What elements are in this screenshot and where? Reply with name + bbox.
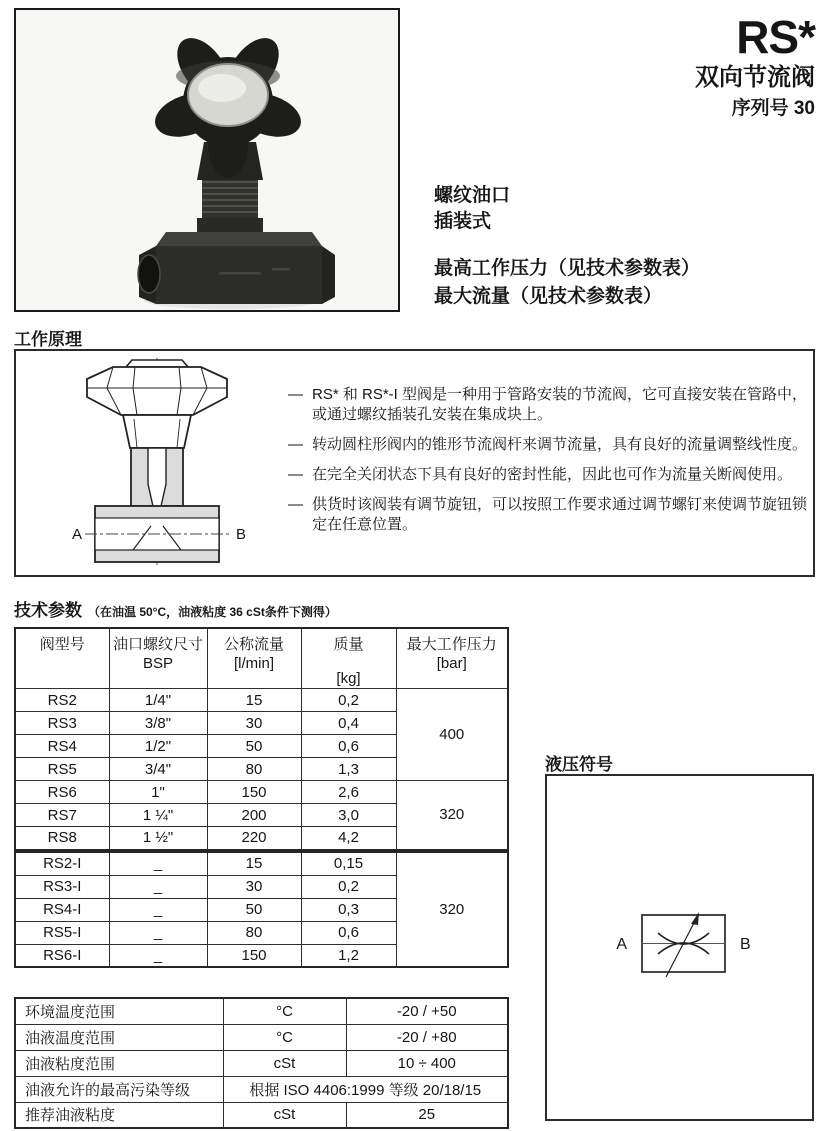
cell-flow: 50	[207, 898, 301, 921]
cell-mass: 3,0	[301, 804, 396, 827]
col-header-pressure: 最大工作压力 [bar]	[396, 628, 508, 689]
cell-bsp: _	[109, 898, 207, 921]
col-header-bsp: 油口螺纹尺寸 BSP	[109, 628, 207, 689]
cell-unit: cSt	[223, 1050, 346, 1076]
cell-bsp: _	[109, 944, 207, 967]
bullet-marker: —	[288, 436, 303, 453]
cell-condition-label: 推荐油液粘度	[15, 1102, 223, 1128]
cell-value: 10 ÷ 400	[346, 1050, 508, 1076]
bullet-text: 转动圆柱形阀内的锥形节流阀杆来调节流量，具有良好的流量调整线性度。	[312, 436, 808, 453]
cell-pressure-group: 320	[396, 852, 508, 967]
product-model-code: RS*	[736, 11, 815, 63]
symbol-port-a-label: A	[616, 936, 627, 953]
bullet-item	[288, 465, 810, 485]
table-row	[15, 852, 508, 875]
bullet-text: 供货时该阀装有调节旋钮，可以按照工作要求通过调节螺钉来使调节旋钮锁定在任意位置。	[312, 496, 808, 533]
col-header-flow: 公称流量 [l/min]	[207, 628, 301, 689]
cell-flow: 80	[207, 758, 301, 781]
col-header-mass: 质量 [kg]	[301, 628, 396, 689]
cell-condition-label: 环境温度范围	[15, 998, 223, 1024]
bullet-item	[288, 495, 810, 535]
cell-unit: °C	[223, 998, 346, 1024]
cell-bsp: 1/2"	[109, 735, 207, 758]
cell-pressure-group: 320	[396, 781, 508, 850]
cell-model: RS4	[15, 735, 109, 758]
cell-merged-value: 根据 ISO 4406:1999 等级 20/18/15	[223, 1076, 508, 1102]
cell-flow: 220	[207, 827, 301, 850]
working-principle-box	[14, 349, 815, 577]
cell-flow: 200	[207, 804, 301, 827]
cell-model: RS6-I	[15, 944, 109, 967]
cell-flow: 150	[207, 944, 301, 967]
cell-model: RS2	[15, 689, 109, 712]
table-row	[15, 781, 508, 804]
drawing-port-b-label: B	[236, 526, 247, 543]
cell-flow: 50	[207, 735, 301, 758]
cell-bsp: _	[109, 852, 207, 875]
cell-condition-label: 油液粘度范围	[15, 1050, 223, 1076]
cell-bsp: 3/4"	[109, 758, 207, 781]
cell-flow: 80	[207, 921, 301, 944]
cell-flow: 30	[207, 712, 301, 735]
cell-mass: 2,6	[301, 781, 396, 804]
cell-mass: 0,4	[301, 712, 396, 735]
tech-params-title-text: 技术参数	[14, 601, 82, 620]
cell-mass: 0,2	[301, 875, 396, 898]
cell-bsp: 1"	[109, 781, 207, 804]
header-row	[15, 628, 508, 689]
cell-mass: 1,2	[301, 944, 396, 967]
cell-flow: 30	[207, 875, 301, 898]
table-row	[15, 998, 508, 1024]
throttle-valve-symbol	[547, 776, 812, 1119]
cell-model: RS5-I	[15, 921, 109, 944]
spec-line: 最大流量（见技术参数表）	[434, 286, 663, 307]
cell-model: RS8	[15, 827, 109, 850]
cell-condition-label: 油液温度范围	[15, 1024, 223, 1050]
cell-bsp: 1 ½"	[109, 827, 207, 850]
cell-mass: 0,6	[301, 921, 396, 944]
series-number: 序列号 30	[731, 98, 815, 119]
cell-flow: 150	[207, 781, 301, 804]
cell-bsp: 1/4"	[109, 689, 207, 712]
cell-bsp: 1 ¼"	[109, 804, 207, 827]
bullet-text: RS* 和 RS*-I 型阀是一种用于管路安装的节流阀，它可直接安装在管路中，或通过螺纹插装孔安装在集成块上。	[312, 386, 808, 423]
spec-group	[434, 255, 700, 311]
title-block	[695, 11, 815, 121]
cell-bsp: 3/8"	[109, 712, 207, 735]
tech-params-table	[14, 627, 509, 851]
feature-line: 插装式	[434, 211, 492, 232]
cell-model: RS3-I	[15, 875, 109, 898]
cell-flow: 15	[207, 689, 301, 712]
symbol-port-b-label: B	[740, 936, 751, 953]
tech-params-table-insert	[14, 851, 509, 968]
bullet-marker: —	[288, 386, 303, 403]
operating-conditions-table	[14, 997, 509, 1129]
table-row	[15, 1024, 508, 1050]
cell-unit: cSt	[223, 1102, 346, 1128]
cell-mass: 0,6	[301, 735, 396, 758]
valve-cross-section-drawing	[71, 356, 253, 572]
cell-mass: 0,3	[301, 898, 396, 921]
cell-bsp: _	[109, 921, 207, 944]
cell-pressure-group: 400	[396, 689, 508, 781]
bullet-text: 在完全关闭状态下具有良好的密封性能，因此也可作为流量关断阀使用。	[312, 466, 793, 483]
drawing-port-a-label: A	[72, 526, 83, 543]
bullet-marker: —	[288, 466, 303, 483]
bullet-item	[288, 385, 810, 425]
cell-bsp: _	[109, 875, 207, 898]
cell-unit: °C	[223, 1024, 346, 1050]
feature-text	[434, 183, 700, 311]
hydraulic-symbol-box	[545, 774, 814, 1121]
cell-value: -20 / +50	[346, 998, 508, 1024]
cell-model: RS2-I	[15, 852, 109, 875]
table-row	[15, 1076, 508, 1102]
tech-params-title	[14, 596, 337, 621]
bullet-marker: —	[288, 496, 303, 513]
cell-mass: 1,3	[301, 758, 396, 781]
cell-model: RS4-I	[15, 898, 109, 921]
cell-mass: 0,2	[301, 689, 396, 712]
table-row	[15, 689, 508, 712]
cell-model: RS6	[15, 781, 109, 804]
cell-value: 25	[346, 1102, 508, 1128]
table-row	[15, 1102, 508, 1128]
cell-model: RS3	[15, 712, 109, 735]
cell-flow: 15	[207, 852, 301, 875]
cell-model: RS5	[15, 758, 109, 781]
spec-line: 最高工作压力（见技术参数表）	[434, 258, 701, 279]
cell-value: -20 / +80	[346, 1024, 508, 1050]
col-header-model: 阀型号	[15, 628, 109, 689]
feature-line: 螺纹油口	[434, 185, 511, 206]
working-principle-bullets	[288, 385, 810, 545]
valve-photo	[16, 10, 398, 310]
product-photo-frame	[14, 8, 400, 312]
hydraulic-symbol-title: 液压符号	[545, 755, 613, 774]
table-row	[15, 1050, 508, 1076]
working-principle-title: 工作原理	[14, 330, 82, 349]
cell-mass: 4,2	[301, 827, 396, 850]
product-name: 双向节流阀	[695, 64, 815, 91]
bullet-item	[288, 435, 810, 455]
cell-condition-label: 油液允许的最高污染等级	[15, 1076, 223, 1102]
cell-mass: 0,15	[301, 852, 396, 875]
cell-model: RS7	[15, 804, 109, 827]
tech-params-note: （在油温 50°C，油液粘度 36 cSt条件下测得）	[88, 605, 337, 619]
